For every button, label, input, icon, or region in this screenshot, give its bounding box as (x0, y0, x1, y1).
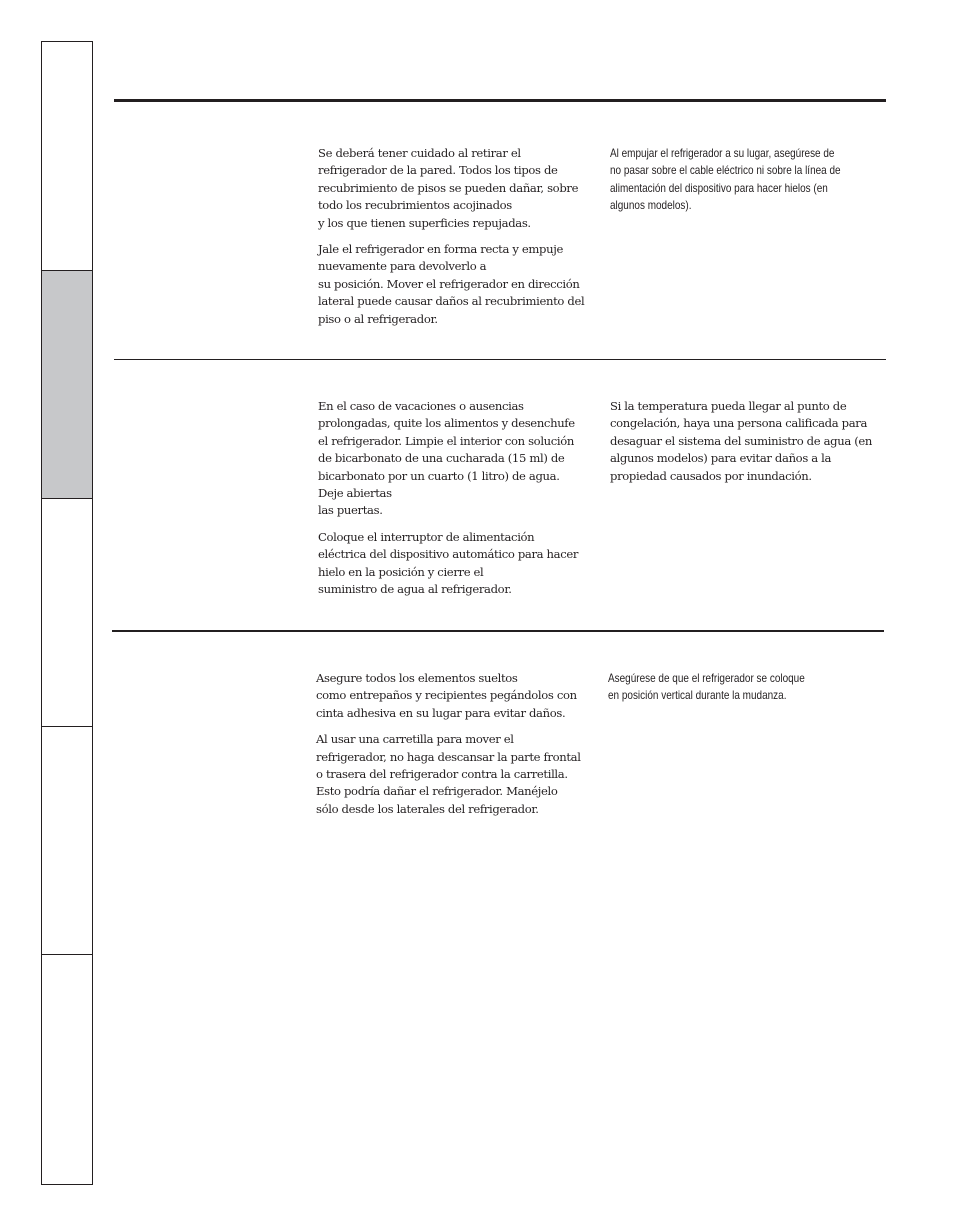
section-3-note: Asegúrese de que el refrigerador se coloque en posición vertical durante la mudanza. (608, 672, 805, 703)
section-3-right-column (608, 670, 888, 714)
side-tab-5[interactable] (42, 955, 92, 1184)
section-1-paragraph-2: Jale el refrigerador en forma recta y empuje nuevamente para devolverlo a su posición. Mover el refrigerador en dirección lateral puede causar daños al recubrimiento del piso o al refrigerador. (318, 242, 585, 326)
side-tab-1[interactable] (42, 42, 92, 271)
section-3-paragraph-1: Asegure todos los elementos sueltos como entrepaños y recipientes pegándolos con cinta adhesiva en su lugar para evitar daños. (316, 671, 577, 720)
side-tab-4[interactable] (42, 727, 92, 955)
section-divider-1 (114, 359, 886, 360)
section-3-paragraph-2: Al usar una carretilla para mover el refrigerador, no haga descansar la parte frontal o trasera del refrigerador contra la carretilla. Esto podría dañar el refrigerador. Manéjelo sólo desde los laterales del refrigerador. (316, 732, 581, 816)
section-1-note: Al empujar el refrigerador a su lugar, asegúrese de no pasar sobre el cable eléctrico ni sobre la línea de alimentación del dispositivo para hacer hielos (en algunos modelos). (610, 147, 841, 213)
section-2-paragraph-2: Coloque el interruptor de alimentación eléctrica del dispositivo automático para hacer hielo en la posición y cierre el suministro de agua al refrigerador. (318, 529, 579, 597)
side-tab-2-active[interactable] (42, 271, 92, 499)
section-2-left-column (318, 398, 603, 607)
side-tab-strip (41, 41, 93, 1185)
section-1-right-column (610, 145, 890, 224)
section-1-left-column (318, 145, 603, 337)
section-2-paragraph-1: En el caso de vacaciones o ausencias prolongadas, quite los alimentos y desenchufe el refrigerador. Limpie el interior con solución de bicarbonato de una cucharada (15 ml) de bicarbonato por un cuarto (1 litro) de agua. Deje abiertas las puertas. (318, 399, 575, 518)
section-2-right-column (610, 398, 895, 494)
section-2-note: Si la temperatura pueda llegar al punto de congelación, haya una persona calificada para desaguar el sistema del suministro de agua (en algunos modelos) para evitar daños a la propiedad causados por inundación. (610, 399, 873, 483)
side-tab-3[interactable] (42, 499, 92, 727)
section-1-paragraph-1: Se deberá tener cuidado al retirar el refrigerador de la pared. Todos los tipos de recubrimiento de pisos se pueden dañar, sobre todo los recubrimientos acojinados y los que tienen superficies repujadas. (318, 146, 579, 230)
top-rule (114, 99, 886, 102)
section-divider-2 (112, 630, 884, 632)
section-3-left-column (316, 670, 601, 827)
